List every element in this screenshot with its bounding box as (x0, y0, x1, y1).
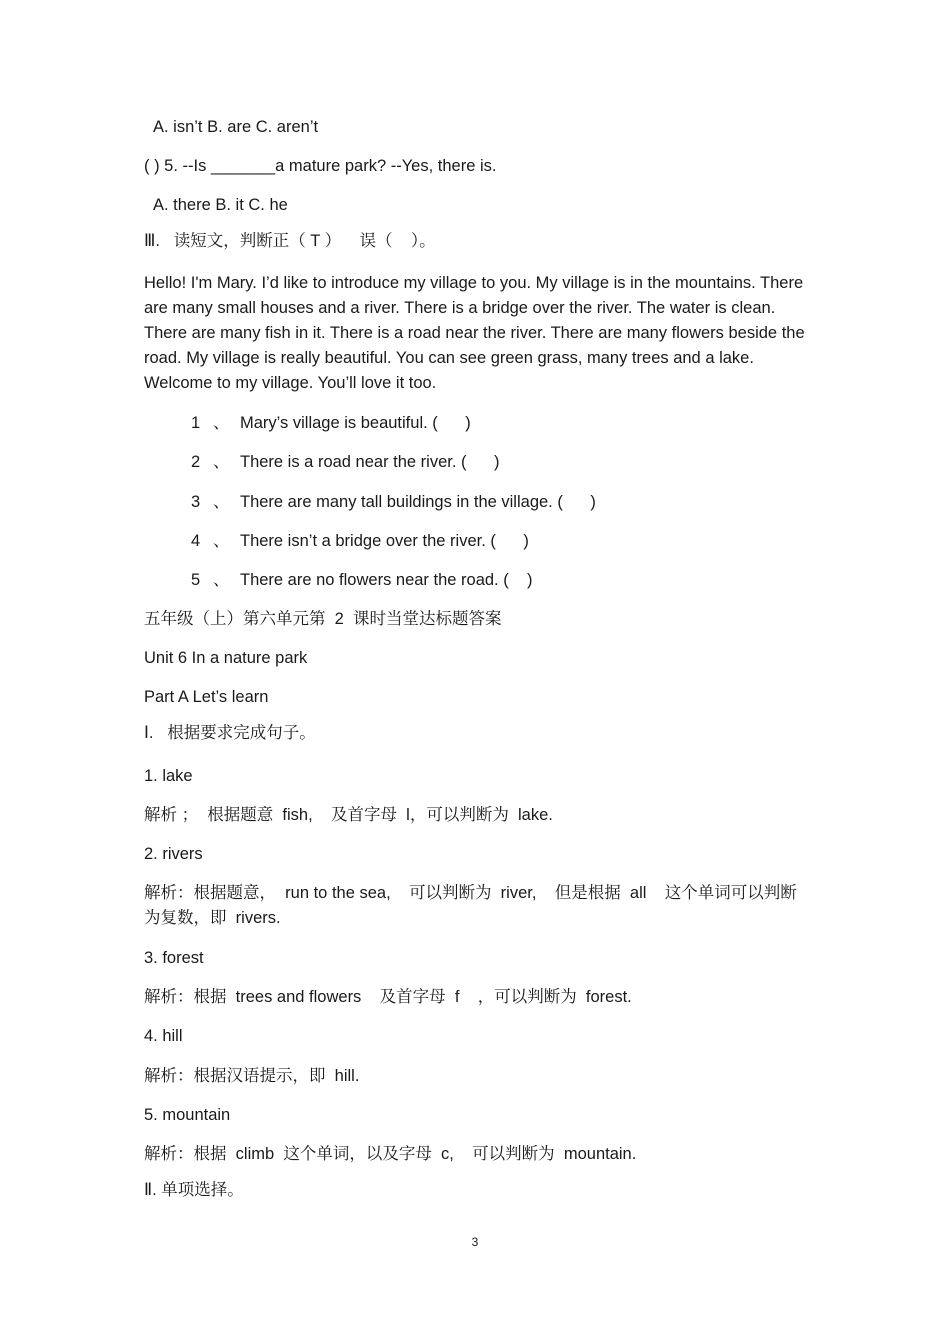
explanation-2: 解析：根据题意， run to the sea, 可以判断为 river, 但是根据 all 这个单词可以判断为复数，即 rivers. (144, 884, 797, 927)
statement-number: 3 (191, 493, 201, 511)
statement-number: 4 (191, 532, 201, 550)
part-title: Part A Let’s learn (144, 688, 269, 706)
statement-number: 5 (191, 571, 201, 589)
answer-1: 1. lake (144, 767, 193, 785)
statement-text: There are many tall buildings in the village. ( ) (240, 493, 596, 511)
statement-text: There isn’t a bridge over the river. ( ) (240, 532, 529, 550)
explanation-3: 解析：根据 trees and flowers 及首字母 f ，可以判断为 forest. (144, 988, 632, 1006)
page-number: 3 (471, 1235, 479, 1249)
answer-4: 4. hill (144, 1027, 183, 1045)
explanation-1: 解析 ； 根据题意 fish, 及首字母 l，可以判断为 lake. (144, 806, 553, 824)
statement-1 (191, 413, 471, 433)
statement-3 (191, 492, 596, 512)
explanation-4: 解析：根据汉语提示，即 hill. (144, 1067, 360, 1085)
statement-number: 2 (191, 453, 201, 471)
answers-title: 五年级（上）第六单元第 2 课时当堂达标题答案 (144, 610, 502, 628)
unit-title: Unit 6 In a nature park (144, 649, 308, 667)
answer-2: 2. rivers (144, 845, 203, 863)
statement-text: There are no flowers near the road. ( ) (240, 571, 533, 589)
explanation-5: 解析：根据 climb 这个单词，以及字母 c, 可以判断为 mountain. (144, 1145, 637, 1163)
answer-5: 5. mountain (144, 1106, 231, 1124)
section-3-title: Ⅲ. 读短文，判断正（ T ） 误（ ）。 (144, 232, 436, 250)
statement-text: There is a road near the river. ( ) (240, 453, 500, 471)
q5-question: ( ) 5. --Is _______a mature park? --Yes, there is. (144, 157, 497, 175)
reading-passage: Hello! I'm Mary. I’d like to introduce my village to you. My village is in the mountains. There are many small houses and a river. There is a bridge over the river. The water is clean. There are many fish in it. There is a road near the river. There are many flowers beside the road. My village is really beautiful. You can see green grass, many trees and a lake. Welcome to my village. You’ll love it too. (144, 274, 805, 392)
statement-separator: 、 (213, 414, 230, 432)
statement-2 (191, 452, 500, 472)
answer-3: 3. forest (144, 949, 204, 967)
statement-number: 1 (191, 414, 201, 432)
statement-separator: 、 (213, 493, 230, 511)
statement-separator: 、 (213, 532, 230, 550)
q4-options: A. isn’t B. are C. aren’t (153, 118, 319, 136)
statement-4 (191, 531, 529, 551)
statement-separator: 、 (213, 571, 230, 589)
statement-separator: 、 (213, 453, 230, 471)
q5-options: A. there B. it C. he (153, 196, 288, 214)
section-1-title: Ⅰ. 根据要求完成句子。 (144, 724, 316, 742)
section-2-title: Ⅱ. 单项选择。 (144, 1181, 244, 1199)
statement-text: Mary’s village is beautiful. ( ) (240, 414, 471, 432)
statement-5 (191, 570, 533, 590)
